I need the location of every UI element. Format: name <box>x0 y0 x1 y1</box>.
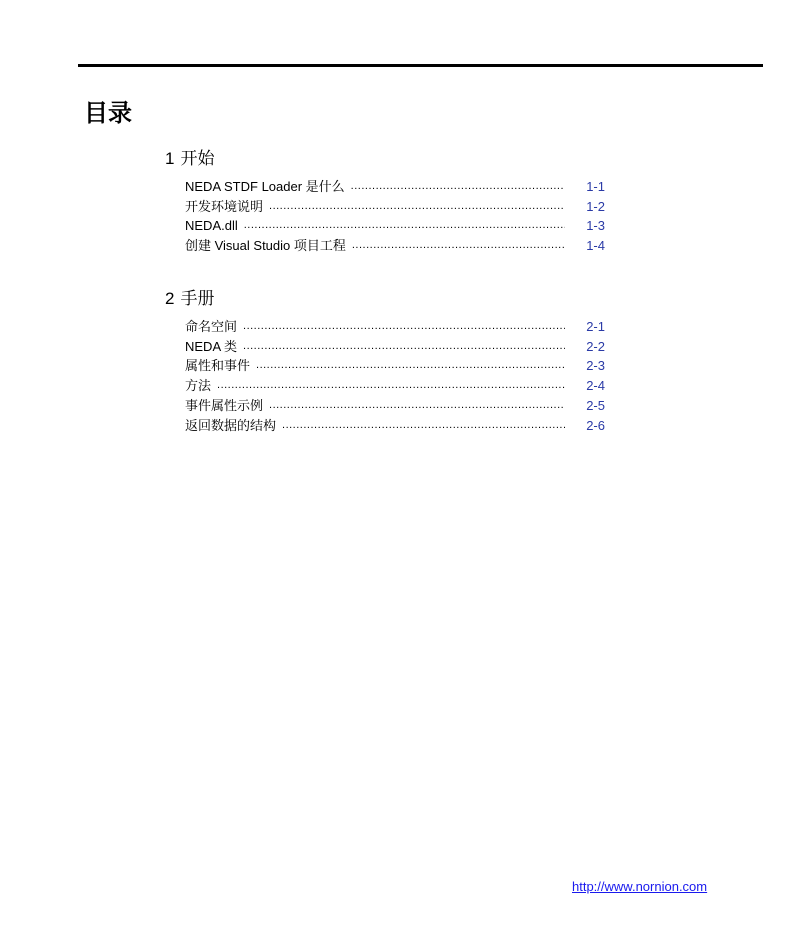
header-rule <box>78 64 763 67</box>
chapter-heading <box>165 148 605 170</box>
toc-entry-title[interactable]: NEDA 类 <box>185 338 238 354</box>
dot-leader <box>243 338 565 355</box>
website-link[interactable]: http://www.nornion.com <box>572 879 708 894</box>
toc-page-number[interactable]: 1-2 <box>586 198 605 214</box>
toc-entry[interactable] <box>185 315 605 335</box>
dot-leader <box>352 237 565 254</box>
dot-leader <box>243 318 565 335</box>
dot-leader <box>269 397 565 414</box>
toc-page-number[interactable]: 2-5 <box>586 397 605 413</box>
toc-list <box>165 175 605 254</box>
chapter-number: 2 <box>165 289 175 308</box>
chapter-title: 开始 <box>180 149 215 168</box>
toc-page-number[interactable]: 1-3 <box>586 218 605 234</box>
toc-entry[interactable] <box>185 414 605 434</box>
toc-entry-title[interactable]: 返回数据的结构 <box>185 417 277 433</box>
dot-leader <box>351 178 565 195</box>
dot-leader <box>244 217 565 234</box>
toc-entry[interactable] <box>185 195 605 215</box>
dot-leader <box>269 198 565 215</box>
toc-entry-title[interactable]: NEDA.dll <box>185 218 238 234</box>
toc-entry-title[interactable]: 属性和事件 <box>185 358 251 374</box>
chapter-number: 1 <box>165 149 175 168</box>
toc-entry-title[interactable]: 方法 <box>185 378 212 394</box>
toc-page-number[interactable]: 2-3 <box>586 358 605 374</box>
toc-entry[interactable] <box>185 215 605 235</box>
toc-page-number[interactable]: 1-4 <box>586 238 605 254</box>
toc-page-number[interactable]: 2-4 <box>586 378 605 394</box>
chapter-section-2 <box>165 288 605 434</box>
toc-entry[interactable] <box>185 175 605 195</box>
toc-page-number[interactable]: 2-6 <box>586 417 605 433</box>
toc-entry-title[interactable]: NEDA STDF Loader 是什么 <box>185 178 345 194</box>
toc-entry-title[interactable]: 事件属性示例 <box>185 397 264 413</box>
dot-leader <box>217 377 565 394</box>
toc-entry[interactable] <box>185 355 605 375</box>
toc-page-number[interactable]: 2-1 <box>586 318 605 334</box>
toc-entry-title[interactable]: 开发环境说明 <box>185 198 264 214</box>
toc-list <box>165 315 605 434</box>
toc-entry[interactable] <box>185 234 605 254</box>
chapter-section-1 <box>165 148 605 254</box>
dot-leader <box>256 357 565 374</box>
toc-entry[interactable] <box>185 374 605 394</box>
chapter-title: 手册 <box>180 289 215 308</box>
toc-entry-title[interactable]: 命名空间 <box>185 318 238 334</box>
toc-entry-title[interactable]: 创建 Visual Studio 项目工程 <box>185 238 346 254</box>
toc-page-number[interactable]: 2-2 <box>586 338 605 354</box>
dot-leader <box>282 417 565 434</box>
chapter-heading <box>165 288 605 310</box>
page-title: 目录 <box>84 100 132 127</box>
toc-page-number[interactable]: 1-1 <box>586 178 605 194</box>
toc-entry[interactable] <box>185 394 605 414</box>
toc-entry[interactable] <box>185 335 605 355</box>
